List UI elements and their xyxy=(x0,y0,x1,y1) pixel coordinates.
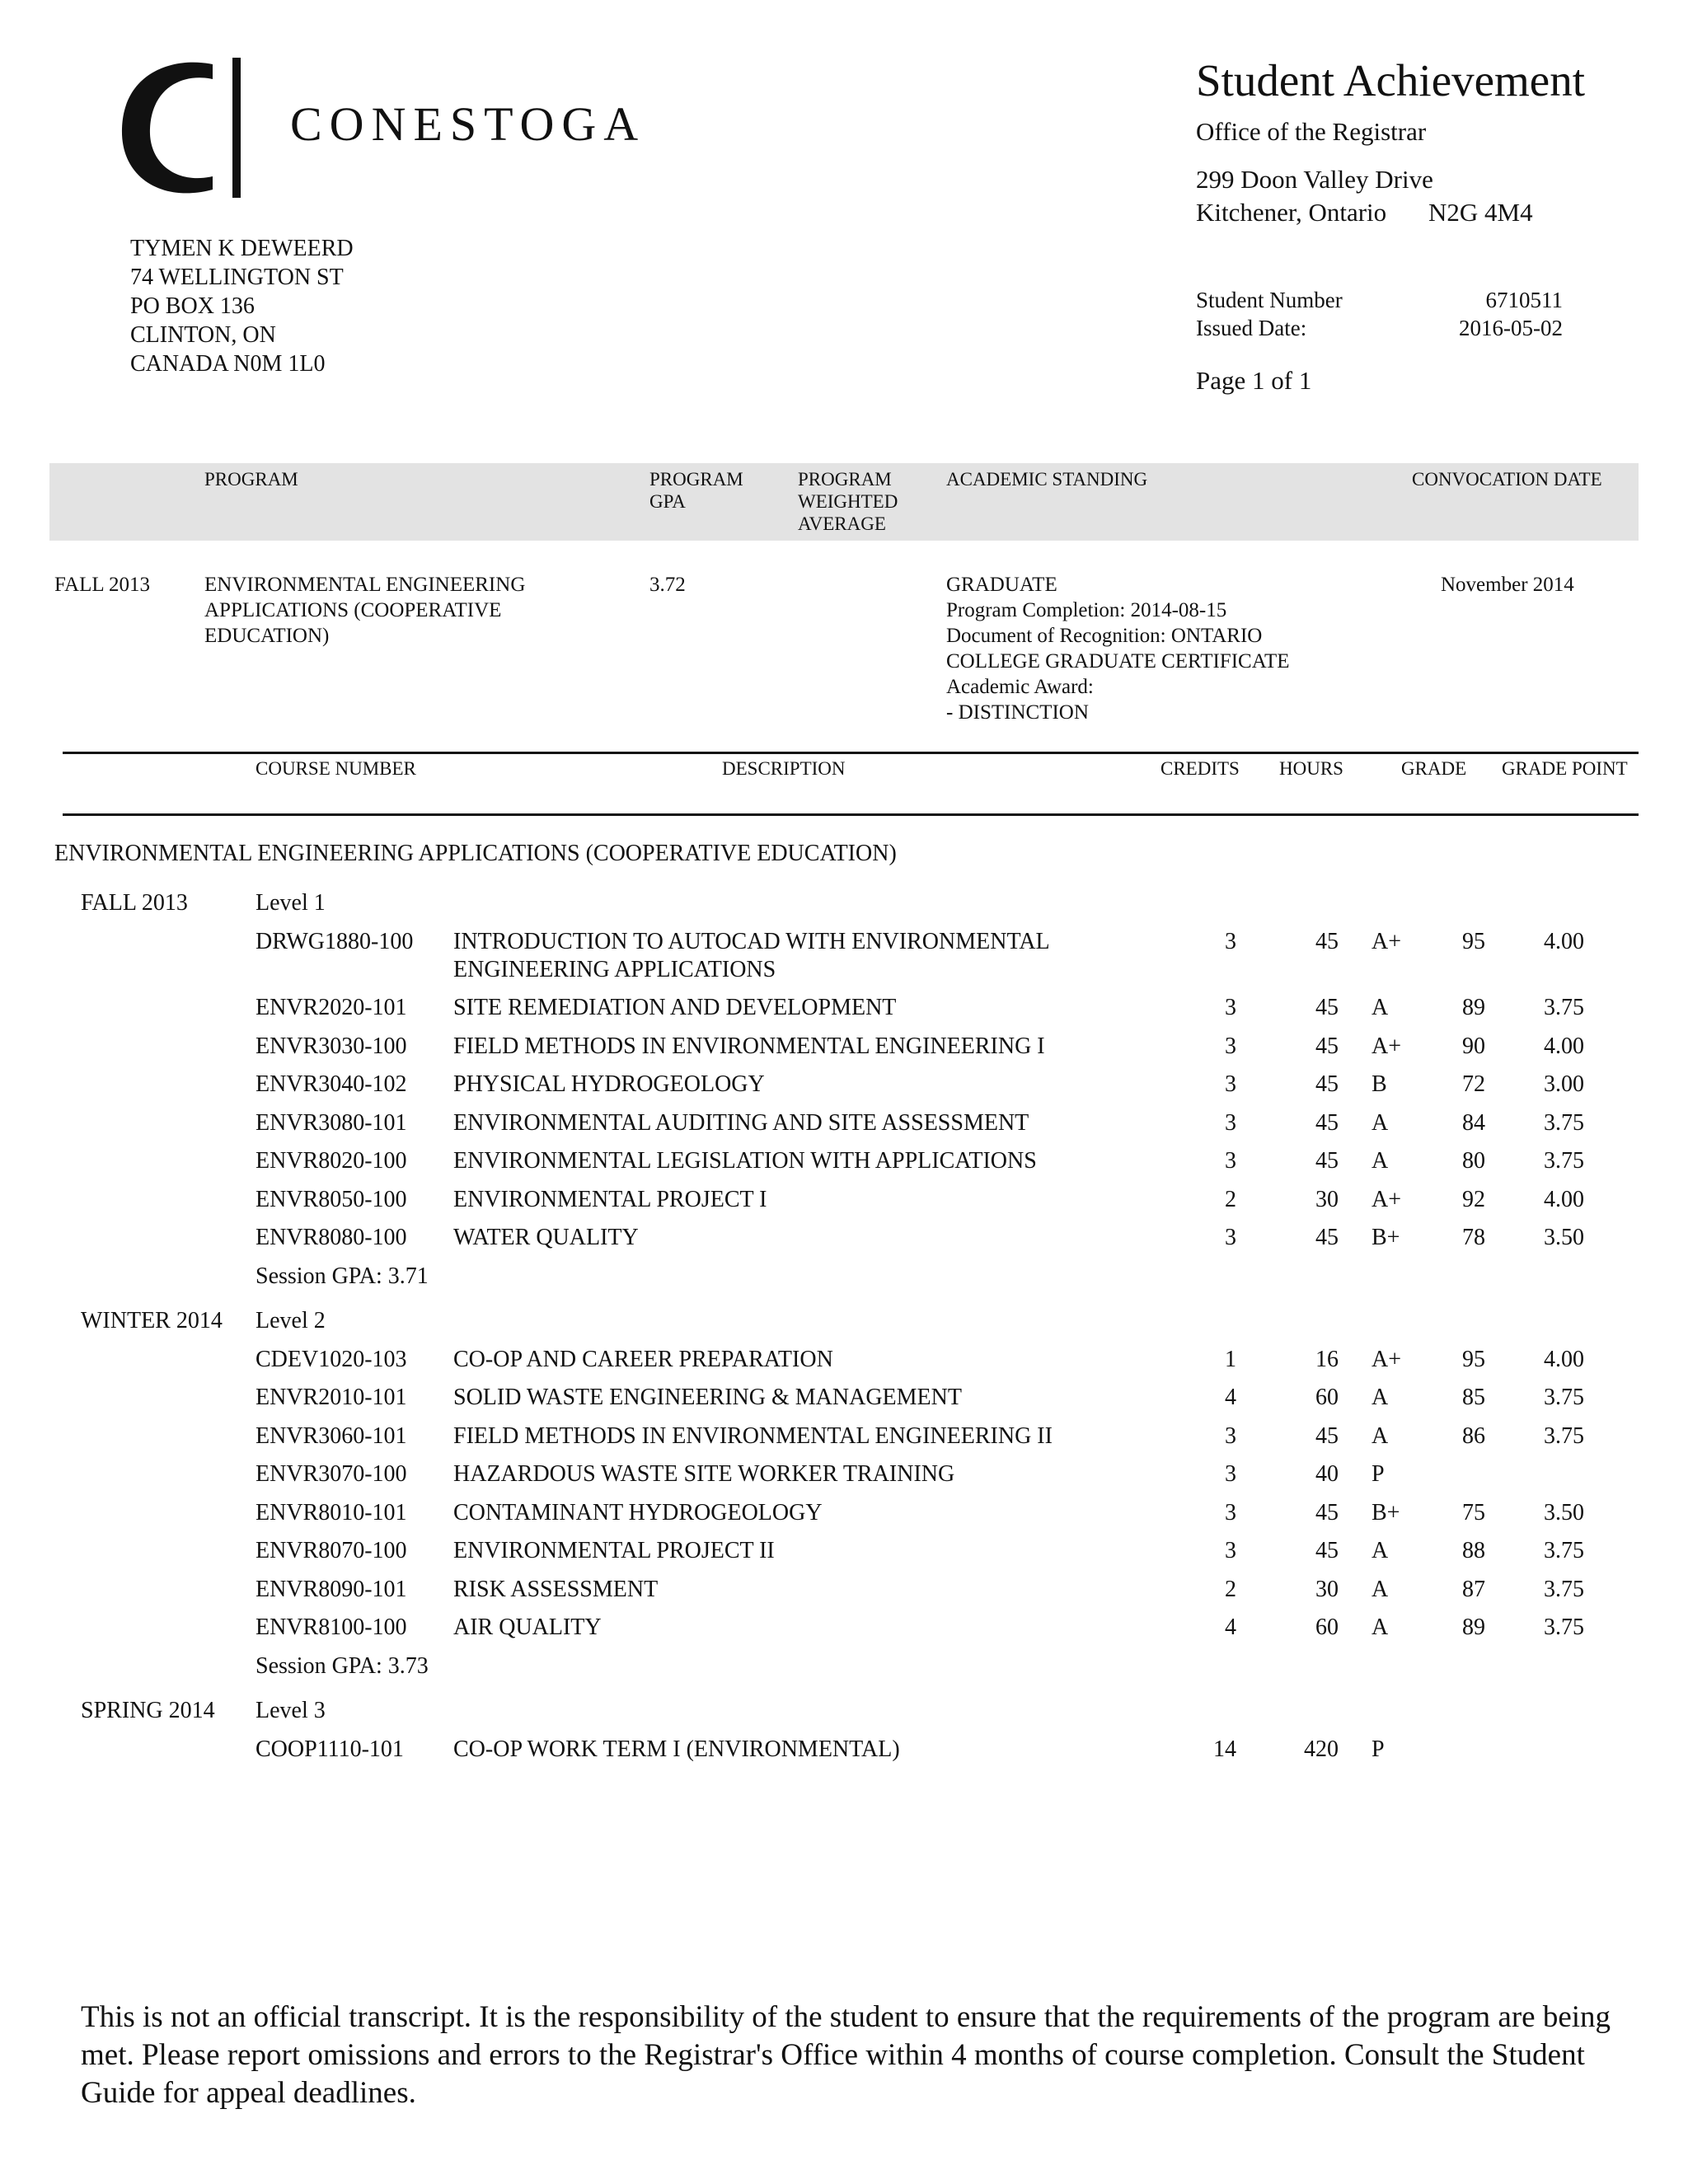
course-code: ENVR8010-101 xyxy=(256,1499,407,1526)
course-code: ENVR3070-100 xyxy=(256,1461,407,1487)
course-mark: 92 xyxy=(1462,1186,1485,1212)
program-header-gpa xyxy=(649,468,743,513)
course-description: AIR QUALITY xyxy=(453,1615,602,1640)
program-header-weighted-average xyxy=(798,468,898,535)
course-credits: 1 xyxy=(1225,1346,1236,1372)
divider-top xyxy=(63,752,1639,754)
course-grade-point: 3.75 xyxy=(1544,1615,1584,1640)
course-grade-point: 4.00 xyxy=(1544,928,1584,954)
course-credits: 4 xyxy=(1225,1385,1236,1410)
course-grade-point: 3.00 xyxy=(1544,1071,1584,1097)
col-course-number: COURSE NUMBER xyxy=(256,758,416,779)
course-mark: 84 xyxy=(1462,1109,1485,1136)
course-hours: 45 xyxy=(1315,1148,1339,1174)
course-code: ENVR2020-101 xyxy=(256,995,407,1020)
course-mark: 90 xyxy=(1462,1033,1485,1059)
course-hours: 45 xyxy=(1315,1225,1339,1250)
course-mark: 88 xyxy=(1462,1538,1485,1563)
course-hours: 40 xyxy=(1315,1461,1339,1487)
course-hours: 45 xyxy=(1315,1422,1339,1449)
course-grade-point: 3.75 xyxy=(1544,1422,1584,1449)
course-hours: 30 xyxy=(1315,1576,1339,1602)
registrar-office: Office of the Registrar xyxy=(1196,117,1427,146)
course-code: ENVR8080-100 xyxy=(256,1225,407,1250)
address-line: PO BOX 136 xyxy=(130,293,255,319)
course-credits: 3 xyxy=(1225,1071,1236,1097)
address-line: 74 WELLINGTON ST xyxy=(130,265,344,290)
course-grade: A xyxy=(1372,1615,1389,1640)
document-title: Student Achievement xyxy=(1196,55,1585,105)
registrar-street: 299 Doon Valley Drive xyxy=(1196,165,1433,194)
level-label: Level 2 xyxy=(256,1308,326,1333)
course-description: HAZARDOUS WASTE SITE WORKER TRAINING xyxy=(453,1461,955,1487)
course-grade-point: 4.00 xyxy=(1544,1033,1584,1059)
term-label: WINTER 2014 xyxy=(81,1308,223,1333)
course-code: DRWG1880-100 xyxy=(256,928,414,954)
term-label: SPRING 2014 xyxy=(81,1698,215,1723)
course-hours: 45 xyxy=(1315,1109,1339,1136)
course-code: ENVR8100-100 xyxy=(256,1615,407,1640)
course-grade: A xyxy=(1372,1538,1389,1563)
course-code: ENVR8020-100 xyxy=(256,1148,407,1174)
course-credits: 4 xyxy=(1225,1615,1236,1640)
level-label: Level 3 xyxy=(256,1698,326,1723)
course-grade-point: 3.50 xyxy=(1544,1225,1584,1250)
course-mark: 87 xyxy=(1462,1576,1485,1602)
course-description: ENVIRONMENTAL PROJECT I xyxy=(453,1186,767,1212)
course-code: CDEV1020-103 xyxy=(256,1346,407,1372)
course-mark: 72 xyxy=(1462,1071,1485,1097)
student-address xyxy=(130,234,354,378)
course-grade-point: 3.50 xyxy=(1544,1499,1584,1526)
col-grade-point: GRADE POINT xyxy=(1502,758,1628,779)
course-grade: P xyxy=(1372,1461,1385,1487)
conestoga-logo-icon xyxy=(115,56,256,200)
course-mark: 85 xyxy=(1462,1385,1485,1410)
course-hours: 16 xyxy=(1315,1346,1339,1372)
program-header-program: PROGRAM xyxy=(204,469,298,490)
col-grade: GRADE xyxy=(1401,758,1467,779)
course-mark: 89 xyxy=(1462,1615,1485,1640)
course-description: INTRODUCTION TO AUTOCAD WITH ENVIRONMENTAL xyxy=(453,928,1050,954)
issued-date-label: Issued Date: xyxy=(1196,316,1307,340)
course-hours: 45 xyxy=(1315,1033,1339,1059)
term-label: FALL 2013 xyxy=(81,890,188,916)
standing-line: Academic Award: xyxy=(946,676,1094,698)
course-code: ENVR3040-102 xyxy=(256,1071,407,1097)
program-gpa: 3.72 xyxy=(649,574,686,596)
course-grade: A xyxy=(1372,1576,1389,1602)
course-grade-point: 3.75 xyxy=(1544,1385,1584,1410)
course-hours: 45 xyxy=(1315,1071,1339,1097)
course-description: CO-OP AND CAREER PREPARATION xyxy=(453,1346,833,1372)
col-credits: CREDITS xyxy=(1160,758,1240,779)
course-grade-point: 3.75 xyxy=(1544,1538,1584,1563)
course-grade-point: 4.00 xyxy=(1544,1186,1584,1212)
course-code: ENVR3030-100 xyxy=(256,1033,407,1059)
address-line: CANADA N0M 1L0 xyxy=(130,351,326,377)
course-credits: 14 xyxy=(1213,1736,1236,1762)
course-description: ENVIRONMENTAL LEGISLATION WITH APPLICATIONS xyxy=(453,1148,1037,1174)
program-name-line: ENVIRONMENTAL ENGINEERING xyxy=(204,574,526,596)
course-description: PHYSICAL HYDROGEOLOGY xyxy=(453,1071,765,1097)
course-mark: 75 xyxy=(1462,1499,1485,1526)
divider-bottom xyxy=(63,813,1639,816)
course-code: ENVR2010-101 xyxy=(256,1385,407,1410)
course-hours: 45 xyxy=(1315,928,1339,954)
course-description: RISK ASSESSMENT xyxy=(453,1576,659,1602)
course-grade: A+ xyxy=(1372,1346,1402,1372)
header-line: WEIGHTED xyxy=(798,491,898,512)
course-grade: A xyxy=(1372,1385,1389,1410)
registrar-postal: N2G 4M4 xyxy=(1428,198,1533,227)
course-code: ENVR8090-101 xyxy=(256,1576,407,1602)
course-code: COOP1110-101 xyxy=(256,1736,404,1762)
course-mark: 89 xyxy=(1462,995,1485,1020)
program-name-line: EDUCATION) xyxy=(204,625,330,647)
course-mark: 80 xyxy=(1462,1148,1485,1174)
address-line: TYMEN K DEWEERD xyxy=(130,236,354,261)
course-grade: A xyxy=(1372,1422,1389,1449)
standing-line: Program Completion: 2014-08-15 xyxy=(946,599,1227,621)
course-grade-point: 4.00 xyxy=(1544,1346,1584,1372)
program-section-title: ENVIRONMENTAL ENGINEERING APPLICATIONS (COOPERATIVE EDUCATION) xyxy=(54,841,897,866)
course-grade: A xyxy=(1372,995,1389,1020)
course-code: ENVR8070-100 xyxy=(256,1538,407,1563)
course-grade: B xyxy=(1372,1071,1387,1097)
course-description: CO-OP WORK TERM I (ENVIRONMENTAL) xyxy=(453,1736,900,1762)
course-grade-point: 3.75 xyxy=(1544,1109,1584,1136)
course-credits: 3 xyxy=(1225,1109,1236,1136)
course-grade: A+ xyxy=(1372,1033,1402,1059)
course-grade-point: 3.75 xyxy=(1544,995,1584,1020)
course-credits: 3 xyxy=(1225,1148,1236,1174)
course-grade-point: 3.75 xyxy=(1544,1576,1584,1602)
program-header-standing: ACADEMIC STANDING xyxy=(946,469,1148,490)
standing-line: - DISTINCTION xyxy=(946,701,1089,724)
disclaimer: This is not an official transcript. It is the responsibility of the student to ensure that the requirements of the program are being met. Please report omissions and errors to the Registrar's Office within 4 months of course completion. Consult the Student Guide for appeal deadlines. xyxy=(81,2000,1611,2110)
standing-line: COLLEGE GRADUATE CERTIFICATE xyxy=(946,650,1290,673)
course-description: ENVIRONMENTAL AUDITING AND SITE ASSESSMENT xyxy=(453,1109,1029,1136)
course-grade: B+ xyxy=(1372,1499,1400,1526)
course-code: ENVR3060-101 xyxy=(256,1422,407,1449)
course-hours: 45 xyxy=(1315,1499,1339,1526)
standing-line: GRADUATE xyxy=(946,574,1057,596)
program-convocation: November 2014 xyxy=(1441,574,1574,596)
col-description: DESCRIPTION xyxy=(722,758,846,779)
course-grade: P xyxy=(1372,1736,1385,1762)
course-credits: 3 xyxy=(1225,1461,1236,1487)
course-hours: 60 xyxy=(1315,1615,1339,1640)
course-mark: 95 xyxy=(1462,928,1485,954)
program-name-line: APPLICATIONS (COOPERATIVE xyxy=(204,599,502,621)
program-term: FALL 2013 xyxy=(54,574,150,596)
header-line: GPA xyxy=(649,491,686,512)
course-description: FIELD METHODS IN ENVIRONMENTAL ENGINEERING I xyxy=(453,1033,1045,1059)
course-code: ENVR8050-100 xyxy=(256,1186,407,1212)
col-hours: HOURS xyxy=(1279,758,1343,779)
course-grade: A+ xyxy=(1372,1186,1402,1212)
program-name xyxy=(204,572,525,649)
course-credits: 3 xyxy=(1225,1538,1236,1563)
course-grade: A+ xyxy=(1372,928,1402,954)
course-credits: 3 xyxy=(1225,1225,1236,1250)
header-line: PROGRAM xyxy=(649,469,743,490)
course-grade: B+ xyxy=(1372,1225,1400,1250)
course-hours: 60 xyxy=(1315,1385,1339,1410)
course-description: ENGINEERING APPLICATIONS xyxy=(453,956,776,982)
program-header-convocation: CONVOCATION DATE xyxy=(1412,469,1602,490)
course-grade: A xyxy=(1372,1148,1389,1174)
course-description: WATER QUALITY xyxy=(453,1225,639,1250)
course-grade-point: 3.75 xyxy=(1544,1148,1584,1174)
course-hours: 45 xyxy=(1315,995,1339,1020)
course-code: ENVR3080-101 xyxy=(256,1109,407,1136)
course-credits: 3 xyxy=(1225,1422,1236,1449)
student-number-label: Student Number xyxy=(1196,288,1343,312)
institution-name: CONESTOGA xyxy=(290,97,646,151)
course-credits: 3 xyxy=(1225,1499,1236,1526)
course-description: CONTAMINANT HYDROGEOLOGY xyxy=(453,1499,823,1526)
program-standing xyxy=(946,572,1290,725)
course-grade: A xyxy=(1372,1109,1389,1136)
course-credits: 2 xyxy=(1225,1186,1236,1212)
course-description: ENVIRONMENTAL PROJECT II xyxy=(453,1538,775,1563)
page-number: Page 1 of 1 xyxy=(1196,366,1312,395)
course-hours: 45 xyxy=(1315,1538,1339,1563)
course-description: SITE REMEDIATION AND DEVELOPMENT xyxy=(453,995,897,1020)
registrar-city: Kitchener, Ontario xyxy=(1196,198,1387,227)
course-hours: 30 xyxy=(1315,1186,1339,1212)
student-number: 6710511 xyxy=(1485,288,1563,312)
course-description: FIELD METHODS IN ENVIRONMENTAL ENGINEERING II xyxy=(453,1422,1053,1449)
course-mark: 78 xyxy=(1462,1225,1485,1250)
standing-line: Document of Recognition: ONTARIO xyxy=(946,625,1263,647)
course-credits: 3 xyxy=(1225,1033,1236,1059)
header-line: AVERAGE xyxy=(798,513,886,534)
level-label: Level 1 xyxy=(256,890,326,916)
course-credits: 2 xyxy=(1225,1576,1236,1602)
course-credits: 3 xyxy=(1225,928,1236,954)
session-gpa: Session GPA: 3.73 xyxy=(256,1652,429,1679)
address-line: CLINTON, ON xyxy=(130,322,276,348)
session-gpa: Session GPA: 3.71 xyxy=(256,1263,429,1289)
course-hours: 420 xyxy=(1304,1736,1339,1762)
course-mark: 86 xyxy=(1462,1422,1485,1449)
course-credits: 3 xyxy=(1225,995,1236,1020)
issued-date: 2016-05-02 xyxy=(1459,316,1563,340)
header-line: PROGRAM xyxy=(798,469,892,490)
course-mark: 95 xyxy=(1462,1346,1485,1372)
course-description: SOLID WASTE ENGINEERING & MANAGEMENT xyxy=(453,1385,962,1410)
